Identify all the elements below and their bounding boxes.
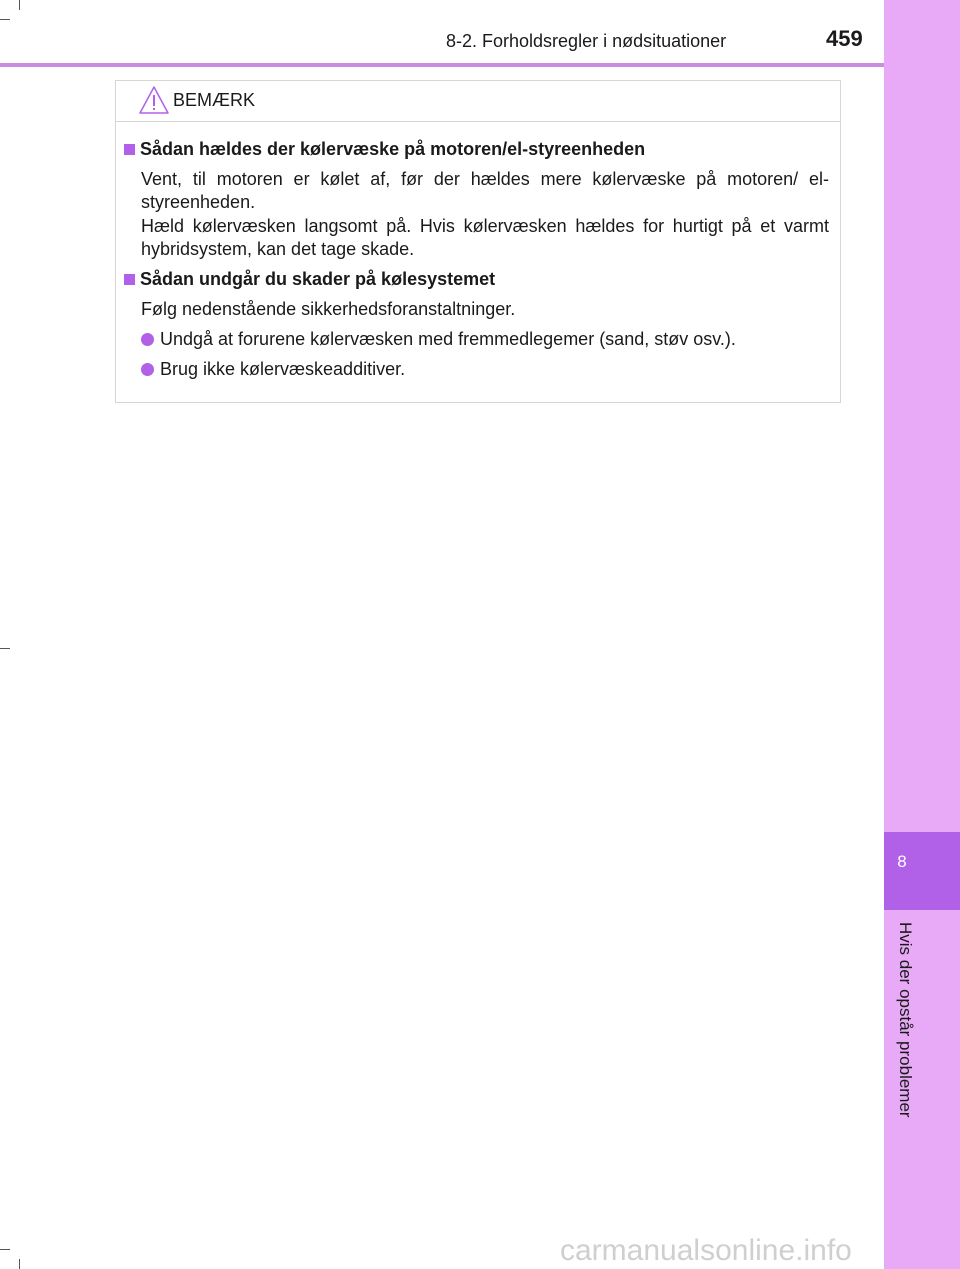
section-heading-text: Sådan undgår du skader på kølesystemet (140, 269, 496, 289)
circle-bullet-icon (141, 363, 154, 376)
crop-mark (0, 648, 10, 649)
list-item (141, 329, 736, 350)
crop-mark (0, 19, 10, 20)
square-bullet-icon (124, 274, 135, 285)
crop-mark (0, 1249, 10, 1250)
section-title: 8-2. Forholdsregler i nødsituationer (446, 31, 727, 51)
crop-mark (19, 0, 20, 10)
notice-box (115, 80, 841, 403)
paragraph: Hæld kølervæsken langsomt på. Hvis kølervæsken hældes for hurtigt på et varmt hybridsystem, kan det tage skade. (141, 216, 829, 259)
header-rule (0, 63, 884, 67)
section-heading (124, 139, 645, 160)
list-item (141, 359, 405, 380)
page-number: 459 (826, 26, 863, 51)
notice-header (116, 81, 840, 122)
warning-triangle-icon (138, 85, 170, 120)
circle-bullet-icon (141, 333, 154, 346)
crop-mark (19, 1259, 20, 1269)
square-bullet-icon (124, 144, 135, 155)
section-heading (124, 269, 495, 290)
list-item-text: Undgå at forurene kølervæsken med fremmedlegemer (sand, støv osv.). (160, 329, 736, 349)
notice-title: BEMÆRK (173, 90, 256, 110)
watermark: carmanualsonline.info (560, 1234, 852, 1267)
section-heading-text: Sådan hældes der kølervæske på motoren/el-styreenheden (140, 139, 646, 159)
paragraph: Vent, til motoren er kølet af, før der hældes mere kølervæske på motoren/ el-styreenheden. (141, 169, 829, 212)
list-item-text: Brug ikke kølervæskeadditiver. (160, 359, 406, 379)
chapter-title: Hvis der opstår problemer (896, 922, 915, 1118)
chapter-number: 8 (897, 852, 907, 871)
paragraph: Følg nedenstående sikkerhedsforanstaltninger. (141, 299, 516, 319)
